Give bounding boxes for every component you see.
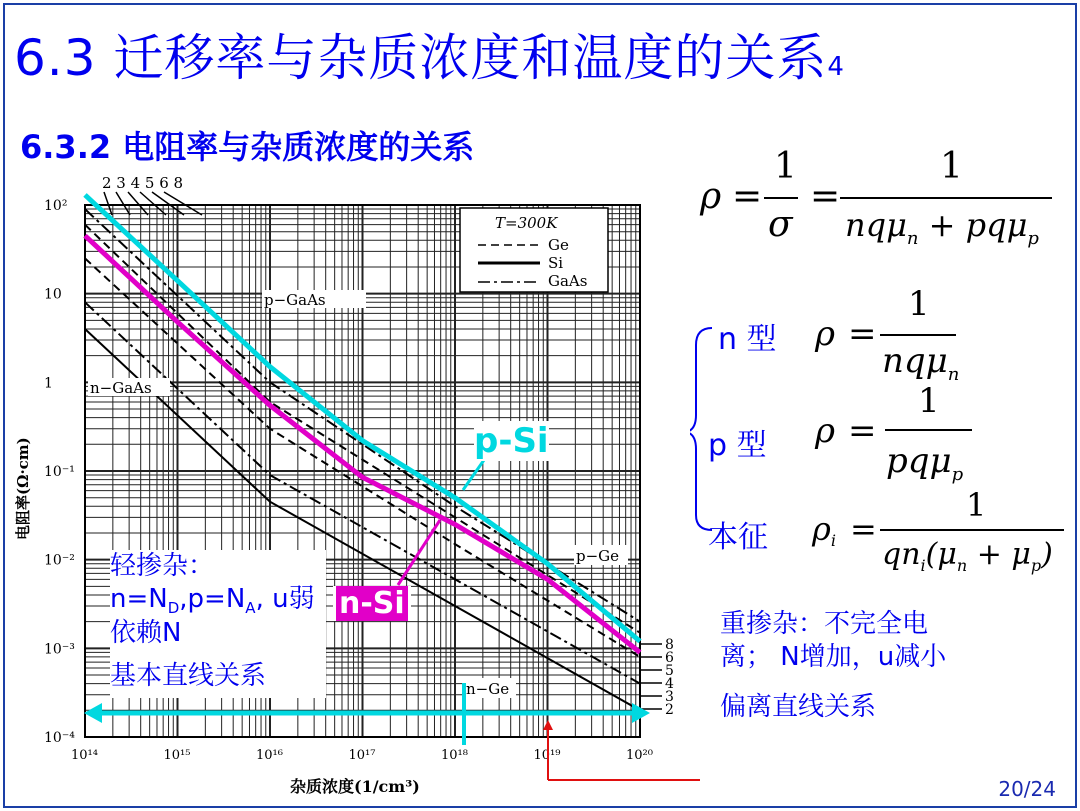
legend-ge: Ge [548, 236, 569, 254]
p-si-label: p-Si [474, 421, 549, 461]
light-doping-note [110, 550, 326, 698]
svg-text:ρ: ρ [815, 411, 835, 451]
title-text: 6.3 迁移率与杂质浓度和温度的关系 [14, 29, 828, 87]
slide-title [14, 18, 845, 90]
x-tick-label: 10²⁰ [626, 748, 653, 763]
top-tick-labels: 2 3 4 5 6 8 [102, 174, 184, 192]
light-line3: 依赖N [110, 618, 182, 649]
n-si-label-box [333, 586, 411, 621]
y-tick-label: 10⁻² [44, 552, 75, 569]
light-line4: 基本直线关系 [110, 660, 267, 691]
heavy-doping-connector [543, 720, 700, 780]
svg-text:1: 1 [940, 146, 963, 187]
y-tick-labels [44, 198, 75, 746]
legend-gaas: GaAs [548, 272, 588, 290]
svg-text:nqμn + pqμp: nqμ$_n$ + pqμ$_p$ [845, 206, 1039, 249]
label-n-ge: n−Ge [466, 680, 510, 698]
label-p-ge: p−Ge [576, 547, 620, 565]
x-tick-label: 10¹⁵ [163, 748, 191, 763]
right-tick-label: 2 [665, 702, 674, 718]
right-tick-label: 5 [665, 663, 674, 679]
svg-text:=: = [732, 176, 763, 217]
right-tick-label: 3 [665, 689, 674, 705]
y-tick-label: 10⁻³ [44, 641, 75, 658]
svg-text:=: = [850, 510, 877, 548]
n-si-pointer [398, 520, 440, 585]
svg-text:=: = [848, 411, 877, 451]
legend-si: Si [548, 254, 564, 272]
heavy-line3: 偏离直线关系 [720, 692, 877, 722]
svg-text:1: 1 [774, 146, 797, 187]
svg-text:=: = [848, 314, 877, 354]
svg-text:ρ: ρ [700, 176, 722, 217]
svg-text:ρi: ρi [812, 510, 836, 550]
y-axis-title: 电阻率(Ω·cm) [14, 437, 32, 540]
y-tick-label: 10⁻¹ [44, 464, 75, 480]
top-tick-line [164, 192, 202, 215]
resistivity-chart [0, 170, 700, 810]
heavy-line2: 离； N增加，u减小 [720, 641, 947, 672]
page-number: 20/24 [998, 777, 1056, 801]
intrinsic-label: 本征 [708, 520, 768, 555]
light-title: 轻掺杂： [110, 551, 215, 581]
y-tick-label: 10² [44, 198, 68, 214]
intrinsic-denominator: $qn_i(\mu_n + \mu_p)$ [882, 537, 1053, 575]
section-subtitle: 6.3.2 电阻率与杂质浓度的关系 [20, 128, 475, 166]
y-tick-label: 1 [44, 375, 53, 392]
general-formula [699, 146, 1052, 249]
svg-text:1: 1 [966, 486, 987, 524]
y-tick-label: 10 [44, 286, 62, 303]
x-tick-label: 10¹⁹ [533, 748, 561, 763]
svg-text:=: = [810, 176, 841, 217]
right-tick-labels [640, 637, 674, 718]
right-tick-label: 6 [665, 650, 674, 666]
n-type-label: n 型 [718, 322, 777, 357]
x-tick-label: 10¹⁴ [71, 748, 98, 763]
svg-text:pqμp: pqμ$_p$ [886, 441, 964, 485]
svg-text:1: 1 [908, 284, 930, 324]
light-line2: $n=N_D,p=N_A$, u弱 [110, 583, 315, 617]
right-tick-label: 4 [665, 676, 674, 692]
n-type-formula [814, 284, 959, 385]
title-suffix: 4 [827, 52, 845, 82]
y-tick-label: 10⁻⁴ [44, 730, 75, 746]
heavy-line1: 重掺杂：不完全电 [720, 609, 929, 639]
label-p-gaas: p−GaAs [264, 291, 326, 309]
svg-text:ρ: ρ [815, 314, 835, 354]
svg-text:nqμn: nqμ$_n$ [882, 341, 960, 385]
x-tick-labels [71, 748, 653, 763]
label-n-gaas: n−GaAs [90, 379, 152, 397]
right-tick-label: 8 [665, 637, 674, 653]
x-tick-label: 10¹⁷ [348, 748, 376, 763]
legend [460, 208, 608, 292]
top-tick-line [116, 192, 130, 215]
p-type-formula [814, 381, 972, 485]
x-tick-label: 10¹⁶ [256, 748, 283, 763]
n-si-label: n-Si [336, 586, 408, 621]
heavy-doping-note [720, 608, 946, 724]
p-type-label: p 型 [708, 428, 767, 463]
x-tick-label: 10¹⁸ [441, 748, 468, 763]
p-si-label-box [470, 421, 553, 461]
svg-text:1: 1 [918, 381, 940, 421]
legend-title: T=300K [495, 214, 558, 232]
x-axis-title: 杂质浓度(1/cm³) [290, 777, 420, 796]
top-tick-line [140, 192, 166, 215]
svg-text:σ: σ [768, 204, 793, 245]
